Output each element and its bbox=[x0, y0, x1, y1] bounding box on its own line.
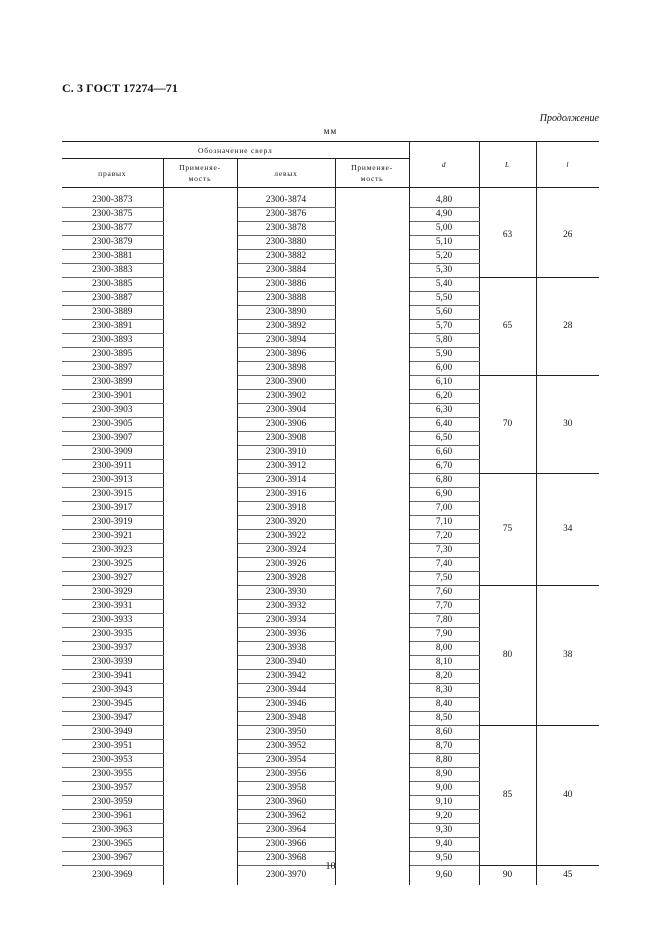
applicability-left-cell bbox=[335, 754, 409, 768]
diameter-cell: 9,10 bbox=[409, 796, 479, 810]
right-designation-cell: 2300-3931 bbox=[62, 600, 163, 614]
right-designation-cell: 2300-3943 bbox=[62, 684, 163, 698]
right-designation-cell: 2300-3873 bbox=[62, 194, 163, 208]
right-designation-cell: 2300-3941 bbox=[62, 670, 163, 684]
applicability-left-cell bbox=[335, 768, 409, 782]
applicability-left-cell bbox=[335, 642, 409, 656]
right-designation-cell: 2300-3911 bbox=[62, 460, 163, 474]
left-designation-cell: 2300-3956 bbox=[237, 768, 335, 782]
right-designation-cell: 2300-3915 bbox=[62, 488, 163, 502]
diameter-cell: 7,60 bbox=[409, 586, 479, 600]
diameter-cell: 6,80 bbox=[409, 474, 479, 488]
applicability-left-cell bbox=[335, 460, 409, 474]
right-designation-cell: 2300-3957 bbox=[62, 782, 163, 796]
applicability-left-cell bbox=[335, 404, 409, 418]
header-left: левых bbox=[237, 159, 335, 188]
right-designation-cell: 2300-3885 bbox=[62, 278, 163, 292]
diameter-cell: 7,90 bbox=[409, 628, 479, 642]
continuation-label: Продолжение bbox=[539, 113, 599, 124]
diameter-cell: 9,00 bbox=[409, 782, 479, 796]
diameter-cell: 9,60 bbox=[409, 866, 479, 886]
diameter-cell: 7,10 bbox=[409, 516, 479, 530]
applicability-right-cell bbox=[163, 782, 237, 796]
diameter-cell: 8,20 bbox=[409, 670, 479, 684]
applicability-left-cell bbox=[335, 600, 409, 614]
right-designation-cell: 2300-3949 bbox=[62, 726, 163, 740]
left-designation-cell: 2300-3970 bbox=[237, 866, 335, 886]
right-designation-cell: 2300-3917 bbox=[62, 502, 163, 516]
table-row bbox=[62, 474, 599, 488]
diameter-cell: 9,40 bbox=[409, 838, 479, 852]
right-designation-cell: 2300-3965 bbox=[62, 838, 163, 852]
length-l-cell: 28 bbox=[536, 278, 599, 376]
applicability-right-cell bbox=[163, 446, 237, 460]
left-designation-cell: 2300-3904 bbox=[237, 404, 335, 418]
left-designation-cell: 2300-3908 bbox=[237, 432, 335, 446]
applicability-left-cell bbox=[335, 432, 409, 446]
applicability-left-cell bbox=[335, 348, 409, 362]
header-L: L bbox=[479, 142, 536, 188]
applicability-right-cell bbox=[163, 572, 237, 586]
applicability-left-cell bbox=[335, 656, 409, 670]
diameter-cell: 4,80 bbox=[409, 194, 479, 208]
right-designation-cell: 2300-3961 bbox=[62, 810, 163, 824]
right-designation-cell: 2300-3929 bbox=[62, 586, 163, 600]
diameter-cell: 7,40 bbox=[409, 558, 479, 572]
applicability-left-cell bbox=[335, 474, 409, 488]
length-l-cell: 26 bbox=[536, 194, 599, 278]
applicability-right-cell bbox=[163, 642, 237, 656]
header-applicability-left: Применяе- мость bbox=[335, 159, 409, 188]
length-L-cell: 75 bbox=[479, 474, 536, 586]
length-L-cell: 90 bbox=[479, 866, 536, 886]
left-designation-cell: 2300-3898 bbox=[237, 362, 335, 376]
diameter-cell: 5,10 bbox=[409, 236, 479, 250]
diameter-cell: 8,40 bbox=[409, 698, 479, 712]
applicability-left-cell bbox=[335, 572, 409, 586]
length-L-cell: 80 bbox=[479, 586, 536, 726]
applicability-right-cell bbox=[163, 474, 237, 488]
header-d: d bbox=[409, 142, 479, 188]
header-designation: Обозначение сверл bbox=[62, 142, 409, 159]
right-designation-cell: 2300-3923 bbox=[62, 544, 163, 558]
left-designation-cell: 2300-3910 bbox=[237, 446, 335, 460]
right-designation-cell: 2300-3895 bbox=[62, 348, 163, 362]
right-designation-cell: 2300-3889 bbox=[62, 306, 163, 320]
applicability-left-cell bbox=[335, 208, 409, 222]
applicability-left-cell bbox=[335, 362, 409, 376]
applicability-left-cell bbox=[335, 558, 409, 572]
applicability-right-cell bbox=[163, 838, 237, 852]
left-designation-cell: 2300-3962 bbox=[237, 810, 335, 824]
diameter-cell: 5,00 bbox=[409, 222, 479, 236]
right-designation-cell: 2300-3927 bbox=[62, 572, 163, 586]
applicability-left-cell bbox=[335, 390, 409, 404]
applicability-right-cell bbox=[163, 754, 237, 768]
left-designation-cell: 2300-3876 bbox=[237, 208, 335, 222]
length-L-cell: 65 bbox=[479, 278, 536, 376]
applicability-left-cell bbox=[335, 586, 409, 600]
left-designation-cell: 2300-3922 bbox=[237, 530, 335, 544]
left-designation-cell: 2300-3948 bbox=[237, 712, 335, 726]
diameter-cell: 4,90 bbox=[409, 208, 479, 222]
applicability-left-cell bbox=[335, 488, 409, 502]
applicability-right-cell bbox=[163, 502, 237, 516]
applicability-left-cell bbox=[335, 698, 409, 712]
table-body bbox=[62, 188, 599, 886]
applicability-right-cell bbox=[163, 614, 237, 628]
left-designation-cell: 2300-3920 bbox=[237, 516, 335, 530]
applicability-right-cell bbox=[163, 698, 237, 712]
applicability-left-cell bbox=[335, 726, 409, 740]
applicability-right-cell bbox=[163, 250, 237, 264]
right-designation-cell: 2300-3919 bbox=[62, 516, 163, 530]
applicability-left-cell bbox=[335, 236, 409, 250]
left-designation-cell: 2300-3924 bbox=[237, 544, 335, 558]
applicability-left-cell bbox=[335, 292, 409, 306]
applicability-left-cell bbox=[335, 824, 409, 838]
applicability-left-cell bbox=[335, 502, 409, 516]
applicability-right-cell bbox=[163, 222, 237, 236]
applicability-left-cell bbox=[335, 740, 409, 754]
table-row bbox=[62, 278, 599, 292]
applicability-left-cell bbox=[335, 530, 409, 544]
right-designation-cell: 2300-3935 bbox=[62, 628, 163, 642]
applicability-right-cell bbox=[163, 348, 237, 362]
left-designation-cell: 2300-3882 bbox=[237, 250, 335, 264]
left-designation-cell: 2300-3928 bbox=[237, 572, 335, 586]
left-designation-cell: 2300-3918 bbox=[237, 502, 335, 516]
table-row bbox=[62, 726, 599, 740]
diameter-cell: 6,10 bbox=[409, 376, 479, 390]
applicability-right-cell bbox=[163, 558, 237, 572]
left-designation-cell: 2300-3946 bbox=[237, 698, 335, 712]
diameter-cell: 6,40 bbox=[409, 418, 479, 432]
applicability-left-cell bbox=[335, 334, 409, 348]
left-designation-cell: 2300-3894 bbox=[237, 334, 335, 348]
applicability-right-cell bbox=[163, 586, 237, 600]
right-designation-cell: 2300-3883 bbox=[62, 264, 163, 278]
left-designation-cell: 2300-3954 bbox=[237, 754, 335, 768]
diameter-cell: 9,30 bbox=[409, 824, 479, 838]
left-designation-cell: 2300-3942 bbox=[237, 670, 335, 684]
applicability-left-cell bbox=[335, 320, 409, 334]
diameter-cell: 5,30 bbox=[409, 264, 479, 278]
left-designation-cell: 2300-3916 bbox=[237, 488, 335, 502]
diameter-cell: 8,80 bbox=[409, 754, 479, 768]
applicability-right-cell bbox=[163, 516, 237, 530]
right-designation-cell: 2300-3893 bbox=[62, 334, 163, 348]
table-row bbox=[62, 194, 599, 208]
right-designation-cell: 2300-3887 bbox=[62, 292, 163, 306]
left-designation-cell: 2300-3914 bbox=[237, 474, 335, 488]
header-right: правых bbox=[62, 159, 163, 188]
applicability-right-cell bbox=[163, 824, 237, 838]
applicability-right-cell bbox=[163, 712, 237, 726]
applicability-left-cell bbox=[335, 278, 409, 292]
applicability-left-cell bbox=[335, 838, 409, 852]
diameter-cell: 7,80 bbox=[409, 614, 479, 628]
left-designation-cell: 2300-3900 bbox=[237, 376, 335, 390]
applicability-left-cell bbox=[335, 264, 409, 278]
page-title: С. 3 ГОСТ 17274—71 bbox=[62, 81, 178, 95]
right-designation-cell: 2300-3963 bbox=[62, 824, 163, 838]
applicability-right-cell bbox=[163, 726, 237, 740]
applicability-right-cell bbox=[163, 488, 237, 502]
diameter-cell: 7,70 bbox=[409, 600, 479, 614]
right-designation-cell: 2300-3891 bbox=[62, 320, 163, 334]
length-L-cell: 70 bbox=[479, 376, 536, 474]
left-designation-cell: 2300-3938 bbox=[237, 642, 335, 656]
diameter-cell: 8,30 bbox=[409, 684, 479, 698]
length-L-cell: 63 bbox=[479, 194, 536, 278]
applicability-right-cell bbox=[163, 306, 237, 320]
right-designation-cell: 2300-3951 bbox=[62, 740, 163, 754]
left-designation-cell: 2300-3926 bbox=[237, 558, 335, 572]
applicability-left-cell bbox=[335, 796, 409, 810]
diameter-cell: 5,70 bbox=[409, 320, 479, 334]
applicability-right-cell bbox=[163, 334, 237, 348]
applicability-left-cell bbox=[335, 810, 409, 824]
applicability-right-cell bbox=[163, 768, 237, 782]
left-designation-cell: 2300-3896 bbox=[237, 348, 335, 362]
right-designation-cell: 2300-3899 bbox=[62, 376, 163, 390]
right-designation-cell: 2300-3955 bbox=[62, 768, 163, 782]
right-designation-cell: 2300-3905 bbox=[62, 418, 163, 432]
applicability-right-cell bbox=[163, 376, 237, 390]
length-l-cell: 38 bbox=[536, 586, 599, 726]
header-l: l bbox=[536, 142, 599, 188]
diameter-cell: 5,60 bbox=[409, 306, 479, 320]
diameter-cell: 8,50 bbox=[409, 712, 479, 726]
diameter-cell: 9,20 bbox=[409, 810, 479, 824]
applicability-right-cell bbox=[163, 796, 237, 810]
left-designation-cell: 2300-3934 bbox=[237, 614, 335, 628]
applicability-right-cell bbox=[163, 740, 237, 754]
left-designation-cell: 2300-3890 bbox=[237, 306, 335, 320]
applicability-right-cell bbox=[163, 600, 237, 614]
applicability-right-cell bbox=[163, 656, 237, 670]
right-designation-cell: 2300-3933 bbox=[62, 614, 163, 628]
left-designation-cell: 2300-3884 bbox=[237, 264, 335, 278]
left-designation-cell: 2300-3960 bbox=[237, 796, 335, 810]
applicability-left-cell bbox=[335, 712, 409, 726]
applicability-left-cell bbox=[335, 250, 409, 264]
diameter-cell: 6,70 bbox=[409, 460, 479, 474]
applicability-right-cell bbox=[163, 530, 237, 544]
right-designation-cell: 2300-3907 bbox=[62, 432, 163, 446]
left-designation-cell: 2300-3878 bbox=[237, 222, 335, 236]
right-designation-cell: 2300-3881 bbox=[62, 250, 163, 264]
applicability-right-cell bbox=[163, 390, 237, 404]
applicability-left-cell bbox=[335, 222, 409, 236]
applicability-right-cell bbox=[163, 194, 237, 208]
applicability-left-cell bbox=[335, 418, 409, 432]
right-designation-cell: 2300-3967 bbox=[62, 852, 163, 866]
diameter-cell: 8,70 bbox=[409, 740, 479, 754]
left-designation-cell: 2300-3886 bbox=[237, 278, 335, 292]
applicability-right-cell bbox=[163, 292, 237, 306]
right-designation-cell: 2300-3947 bbox=[62, 712, 163, 726]
applicability-left-cell bbox=[335, 684, 409, 698]
diameter-cell: 8,10 bbox=[409, 656, 479, 670]
left-designation-cell: 2300-3964 bbox=[237, 824, 335, 838]
right-designation-cell: 2300-3909 bbox=[62, 446, 163, 460]
applicability-left-cell bbox=[335, 516, 409, 530]
right-designation-cell: 2300-3913 bbox=[62, 474, 163, 488]
right-designation-cell: 2300-3921 bbox=[62, 530, 163, 544]
left-designation-cell: 2300-3888 bbox=[237, 292, 335, 306]
left-designation-cell: 2300-3912 bbox=[237, 460, 335, 474]
table-row bbox=[62, 376, 599, 390]
diameter-cell: 7,30 bbox=[409, 544, 479, 558]
applicability-left-cell bbox=[335, 376, 409, 390]
applicability-left-cell bbox=[335, 614, 409, 628]
length-l-cell: 30 bbox=[536, 376, 599, 474]
applicability-left-cell bbox=[335, 670, 409, 684]
applicability-right-cell bbox=[163, 264, 237, 278]
left-designation-cell: 2300-3874 bbox=[237, 194, 335, 208]
left-designation-cell: 2300-3906 bbox=[237, 418, 335, 432]
header-applicability-right: Применяе- мость bbox=[163, 159, 237, 188]
right-designation-cell: 2300-3879 bbox=[62, 236, 163, 250]
applicability-left-cell bbox=[335, 782, 409, 796]
diameter-cell: 5,80 bbox=[409, 334, 479, 348]
right-designation-cell: 2300-3901 bbox=[62, 390, 163, 404]
applicability-left-cell bbox=[335, 544, 409, 558]
diameter-cell: 6,50 bbox=[409, 432, 479, 446]
applicability-right-cell bbox=[163, 684, 237, 698]
diameter-cell: 7,20 bbox=[409, 530, 479, 544]
right-designation-cell: 2300-3953 bbox=[62, 754, 163, 768]
length-l-cell: 45 bbox=[563, 870, 573, 880]
applicability-right-cell bbox=[163, 278, 237, 292]
applicability-left-cell bbox=[335, 306, 409, 320]
left-designation-cell: 2300-3950 bbox=[237, 726, 335, 740]
right-designation-cell: 2300-3877 bbox=[62, 222, 163, 236]
applicability-right-cell bbox=[163, 208, 237, 222]
right-designation-cell: 2300-3937 bbox=[62, 642, 163, 656]
drill-spec-table bbox=[62, 141, 599, 885]
applicability-left-cell bbox=[335, 194, 409, 208]
diameter-cell: 5,50 bbox=[409, 292, 479, 306]
applicability-right-cell bbox=[163, 236, 237, 250]
left-designation-cell: 2300-3968 bbox=[237, 852, 335, 866]
diameter-cell: 8,00 bbox=[409, 642, 479, 656]
diameter-cell: 6,20 bbox=[409, 390, 479, 404]
left-designation-cell: 2300-3880 bbox=[237, 236, 335, 250]
page-number: 10 bbox=[325, 861, 336, 872]
right-designation-cell: 2300-3969 bbox=[62, 866, 163, 886]
diameter-cell: 9,50 bbox=[409, 852, 479, 866]
applicability-right-cell bbox=[163, 544, 237, 558]
applicability-right-cell bbox=[163, 670, 237, 684]
left-designation-cell: 2300-3932 bbox=[237, 600, 335, 614]
diameter-cell: 8,90 bbox=[409, 768, 479, 782]
table-row bbox=[62, 586, 599, 600]
left-designation-cell: 2300-3930 bbox=[237, 586, 335, 600]
left-designation-cell: 2300-3940 bbox=[237, 656, 335, 670]
length-L-cell: 85 bbox=[479, 726, 536, 866]
right-designation-cell: 2300-3925 bbox=[62, 558, 163, 572]
diameter-cell: 8,60 bbox=[409, 726, 479, 740]
diameter-cell: 6,30 bbox=[409, 404, 479, 418]
right-designation-cell: 2300-3959 bbox=[62, 796, 163, 810]
right-designation-cell: 2300-3903 bbox=[62, 404, 163, 418]
diameter-cell: 6,60 bbox=[409, 446, 479, 460]
right-designation-cell: 2300-3897 bbox=[62, 362, 163, 376]
table-header bbox=[62, 142, 599, 188]
left-designation-cell: 2300-3944 bbox=[237, 684, 335, 698]
right-designation-cell: 2300-3939 bbox=[62, 656, 163, 670]
left-designation-cell: 2300-3966 bbox=[237, 838, 335, 852]
right-designation-cell: 2300-3875 bbox=[62, 208, 163, 222]
diameter-cell: 5,40 bbox=[409, 278, 479, 292]
left-designation-cell: 2300-3936 bbox=[237, 628, 335, 642]
diameter-cell: 5,90 bbox=[409, 348, 479, 362]
left-designation-cell: 2300-3952 bbox=[237, 740, 335, 754]
applicability-right-cell bbox=[163, 460, 237, 474]
diameter-cell: 7,50 bbox=[409, 572, 479, 586]
applicability-right-cell bbox=[163, 320, 237, 334]
length-l-cell: 40 bbox=[536, 726, 599, 866]
applicability-right-cell bbox=[163, 362, 237, 376]
right-designation-cell: 2300-3945 bbox=[62, 698, 163, 712]
applicability-right-cell bbox=[163, 432, 237, 446]
applicability-left-cell bbox=[335, 628, 409, 642]
left-designation-cell: 2300-3892 bbox=[237, 320, 335, 334]
applicability-right-cell bbox=[163, 810, 237, 824]
diameter-cell: 6,00 bbox=[409, 362, 479, 376]
diameter-cell: 5,20 bbox=[409, 250, 479, 264]
applicability-right-cell bbox=[163, 628, 237, 642]
left-designation-cell: 2300-3902 bbox=[237, 390, 335, 404]
units-label: мм bbox=[323, 126, 338, 136]
left-designation-cell: 2300-3958 bbox=[237, 782, 335, 796]
diameter-cell: 7,00 bbox=[409, 502, 479, 516]
applicability-right-cell bbox=[163, 418, 237, 432]
applicability-right-cell bbox=[163, 404, 237, 418]
length-l-cell: 34 bbox=[536, 474, 599, 586]
diameter-cell: 6,90 bbox=[409, 488, 479, 502]
applicability-left-cell bbox=[335, 446, 409, 460]
